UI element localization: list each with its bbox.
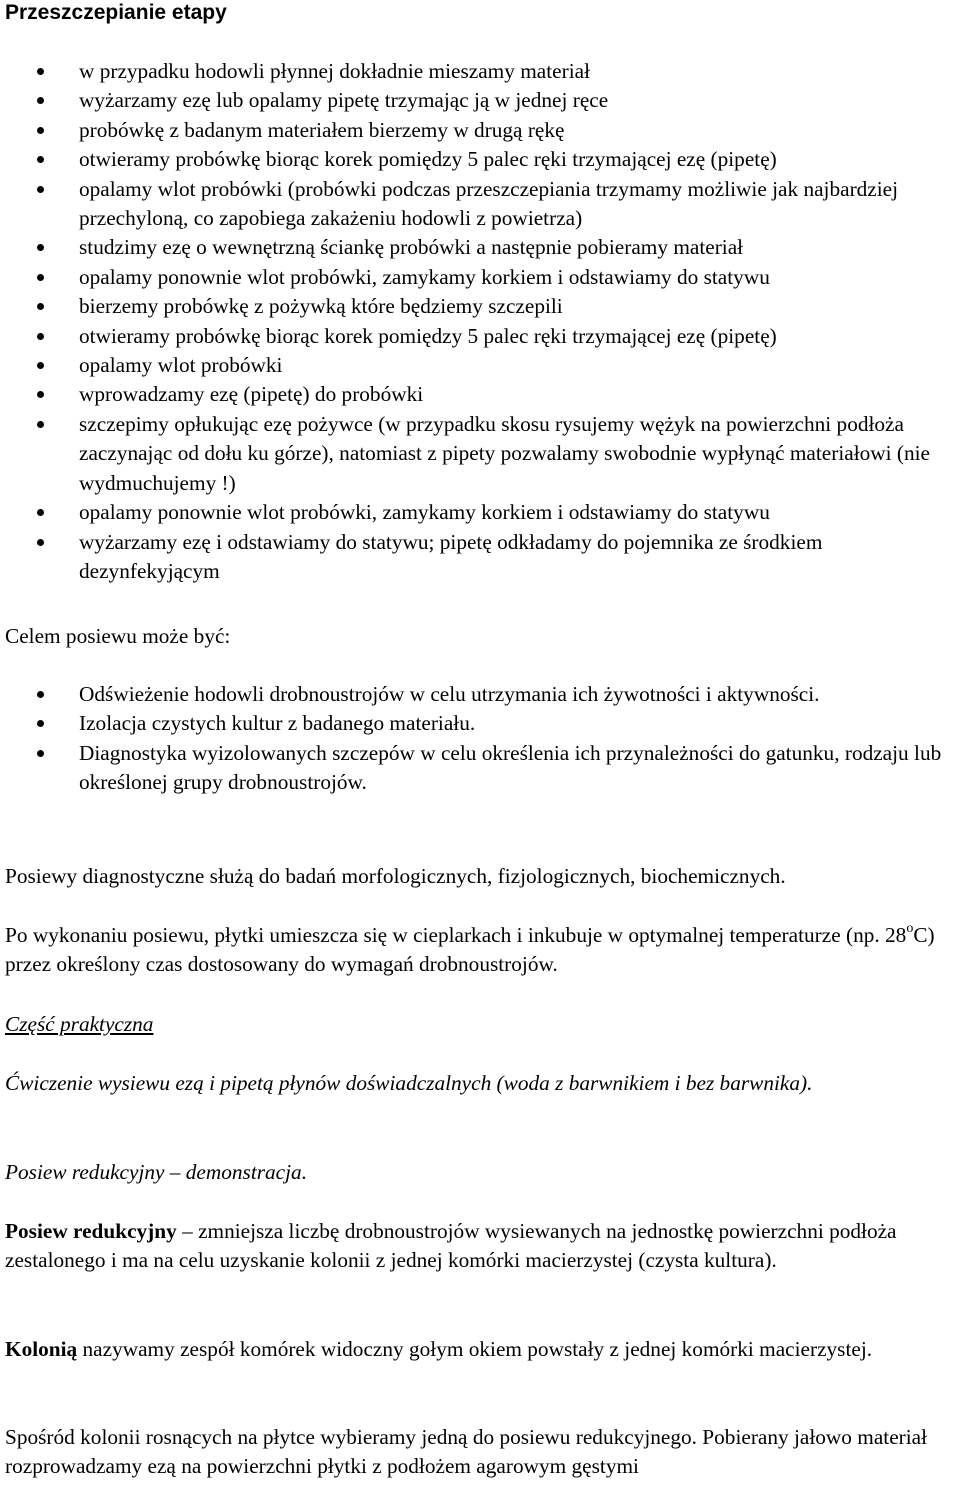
list-item: studzimy ezę o wewnętrzną ściankę probówki a następnie pobieramy materiał	[5, 233, 955, 262]
incubation-text-end: C) przez określony czas dostosowany do wymagań drobnoustrojów.	[5, 923, 935, 977]
incubation-text-start: Po wykonaniu posiewu, płytki umieszcza się w cieplarkach i inkubuje w optymalnej temperaturze (np. 28	[5, 923, 907, 947]
list-item: bierzemy probówkę z pożywką które będziemy szczepili	[5, 292, 955, 321]
list-item: Izolacja czystych kultur z badanego materiału.	[5, 709, 955, 738]
reduction-term: Posiew redukcyjny	[5, 1219, 177, 1243]
reduction-definition: – zmniejsza liczbę drobnoustrojów wysiewanych na jednostkę powierzchni podłoża zestalonego i ma na celu uzyskanie kolonii z jednej komórki macierzystej (czysta kultura).	[5, 1219, 897, 1273]
transfer-steps-list	[5, 57, 955, 586]
list-item: opalamy wlot probówki (probówki podczas przeszczepiania trzymamy możliwie jak najbardziej przechyloną, co zapobiega zakażeniu hodowli z powietrza)	[5, 175, 955, 234]
list-item: wyżarzamy ezę i odstawiamy do statywu; pipetę odkładamy do pojemnika ze środkiem dezynfekyjącym	[5, 528, 955, 587]
demo-paragraph: Posiew redukcyjny – demonstracja.	[5, 1160, 308, 1184]
section-title: Przeszczepianie etapy	[5, 1, 227, 24]
exercise-paragraph: Ćwiczenie wysiewu ezą i pipetą płynów doświadczalnych (woda z barwnikiem i bez barwnika).	[5, 1071, 813, 1095]
colony-term: Kolonią	[5, 1337, 78, 1361]
list-item: Odświeżenie hodowli drobnoustrojów w celu utrzymania ich żywotności i aktywności.	[5, 680, 955, 709]
list-item: Diagnostyka wyizolowanych szczepów w celu określenia ich przynależności do gatunku, rodzaju lub określonej grupy drobnoustrojów.	[5, 739, 955, 798]
list-item: opalamy ponownie wlot probówki, zamykamy korkiem i odstawiamy do statywu	[5, 263, 955, 292]
list-item: otwieramy probówkę biorąc korek pomiędzy 5 palec ręki trzymającej ezę (pipetę)	[5, 322, 955, 351]
list-item: wyżarzamy ezę lub opalamy pipetę trzymając ją w jednej ręce	[5, 86, 955, 115]
goals-list	[5, 680, 955, 798]
list-item: w przypadku hodowli płynnej dokładnie mieszamy materiał	[5, 57, 955, 86]
diagnostic-paragraph: Posiewy diagnostyczne służą do badań morfologicznych, fizjologicznych, biochemicznych.	[5, 864, 786, 888]
list-item: wprowadzamy ezę (pipetę) do probówki	[5, 380, 955, 409]
colony-paragraph	[5, 1335, 955, 1364]
list-item: probówkę z badanym materiałem bierzemy w drugą rękę	[5, 116, 955, 145]
list-item: opalamy wlot probówki	[5, 351, 955, 380]
degree-superscript: o	[906, 920, 914, 936]
list-item: opalamy ponownie wlot probówki, zamykamy korkiem i odstawiamy do statywu	[5, 498, 955, 527]
reduction-paragraph	[5, 1217, 955, 1276]
list-item: szczepimy opłukując ezę pożywce (w przypadku skosu rysujemy wężyk na powierzchni podłoża zaczynając od dołu ku górze), natomiast z pipety pozwalamy swobodnie wypłynąć materiałowi (nie wydmuchujemy !)	[5, 410, 955, 498]
last-paragraph: Spośród kolonii rosnących na płytce wybieramy jedną do posiewu redukcyjnego. Pobierany jałowo materiał rozprowadzamy ezą na powierzchni płytki z podłożem agarowym gęstymi	[5, 1425, 928, 1479]
incubation-paragraph	[5, 921, 955, 980]
goal-intro: Celem posiewu może być:	[5, 624, 231, 648]
colony-definition: nazywamy zespół komórek widoczny gołym okiem powstały z jednej komórki macierzystej.	[77, 1337, 873, 1361]
practical-section-heading: Część praktyczna	[5, 1012, 154, 1036]
list-item: otwieramy probówkę biorąc korek pomiędzy 5 palec ręki trzymającej ezę (pipetę)	[5, 145, 955, 174]
